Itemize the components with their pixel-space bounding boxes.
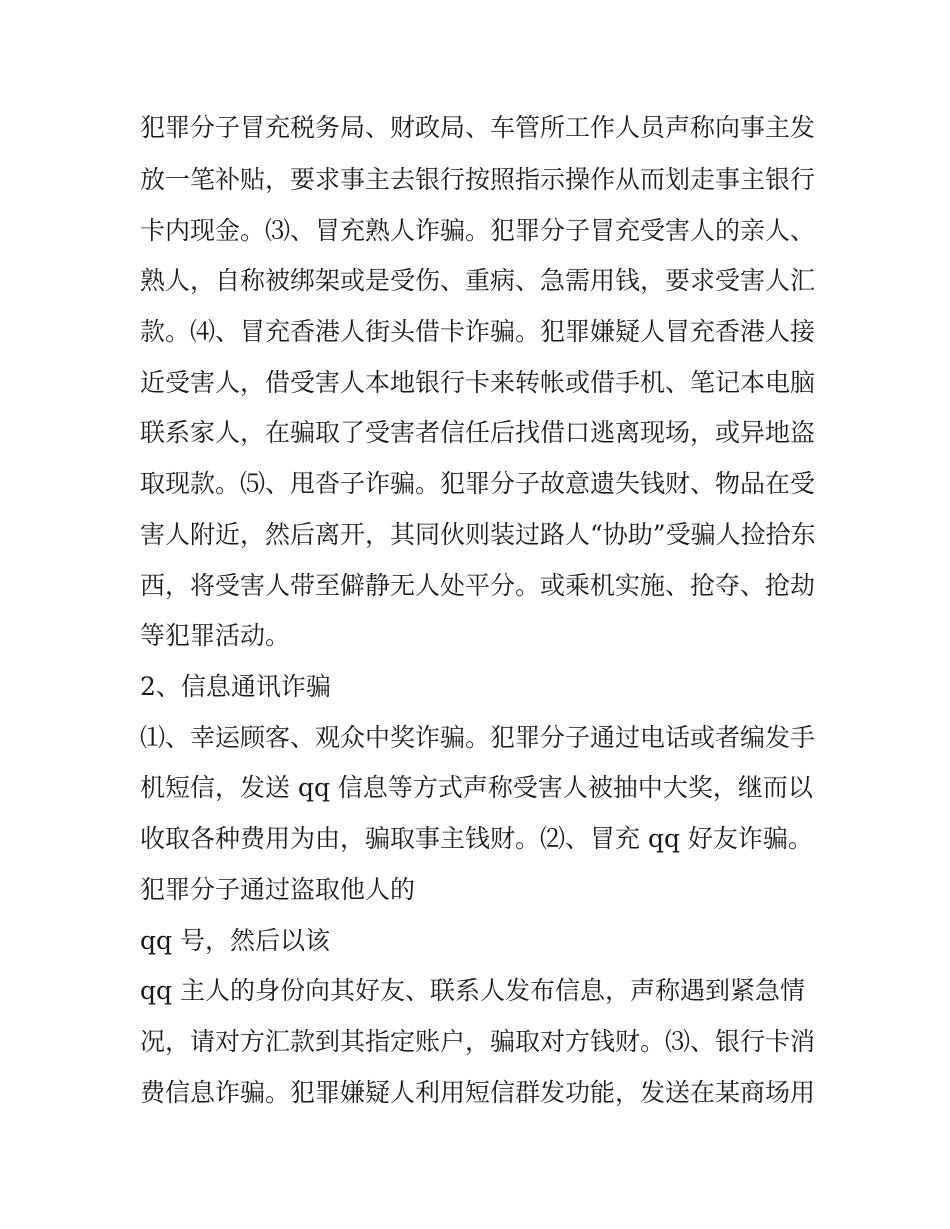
text-line: 取现款。⑸、甩沓子诈骗。犯罪分子故意遗失钱财、物品在受 [140, 469, 816, 498]
text-line: 西，将受害人带至僻静无人处平分。或乘机实施、抢夺、抢劫 [140, 571, 816, 600]
text-line: 联系家人，在骗取了受害者信任后找借口逃离现场，或异地盗 [140, 418, 816, 447]
text-line: 况，请对方汇款到其指定账户，骗取对方钱财。⑶、银行卡消 [140, 1027, 816, 1056]
text-line: 费信息诈骗。犯罪嫌疑人利用短信群发功能，发送在某商场用 [140, 1078, 816, 1107]
text-line: qq 主人的身份向其好友、联系人发布信息，声称遇到紧急情 [140, 976, 805, 1005]
text-line: 犯罪分子冒充税务局、财政局、车管所工作人员声称向事主发 [140, 113, 816, 142]
text-line: 款。⑷、冒充香港人街头借卡诈骗。犯罪嫌疑人冒充香港人接 [140, 317, 816, 346]
text-line: 放一笔补贴，要求事主去银行按照指示操作从而划走事主银行 [140, 165, 816, 194]
text-line: 等犯罪活动。 [140, 621, 291, 650]
text-line: ⑴、幸运顾客、观众中奖诈骗。犯罪分子通过电话或者编发手 [140, 723, 816, 752]
text-line: 卡内现金。⑶、冒充熟人诈骗。犯罪分子冒充受害人的亲人、 [140, 216, 816, 245]
text-line: 犯罪分子通过盗取他人的 [140, 875, 416, 904]
text-line: qq 号，然后以该 [140, 926, 330, 955]
text-line: 熟人，自称被绑架或是受伤、重病、急需用钱，要求受害人汇 [140, 266, 816, 295]
text-line: 机短信，发送 qq 信息等方式声称受害人被抽中大奖，继而以 [140, 773, 813, 802]
text-line: 收取各种费用为由，骗取事主钱财。⑵、冒充 qq 好友诈骗。 [140, 824, 813, 853]
section-heading: 2、信息通讯诈骗 [140, 672, 331, 701]
text-line: 害人附近，然后离开，其同伙则装过路人“协助”受骗人捡拾东 [140, 520, 816, 549]
text-line: 近受害人，借受害人本地银行卡来转帐或借手机、笔记本电脑 [140, 368, 816, 397]
